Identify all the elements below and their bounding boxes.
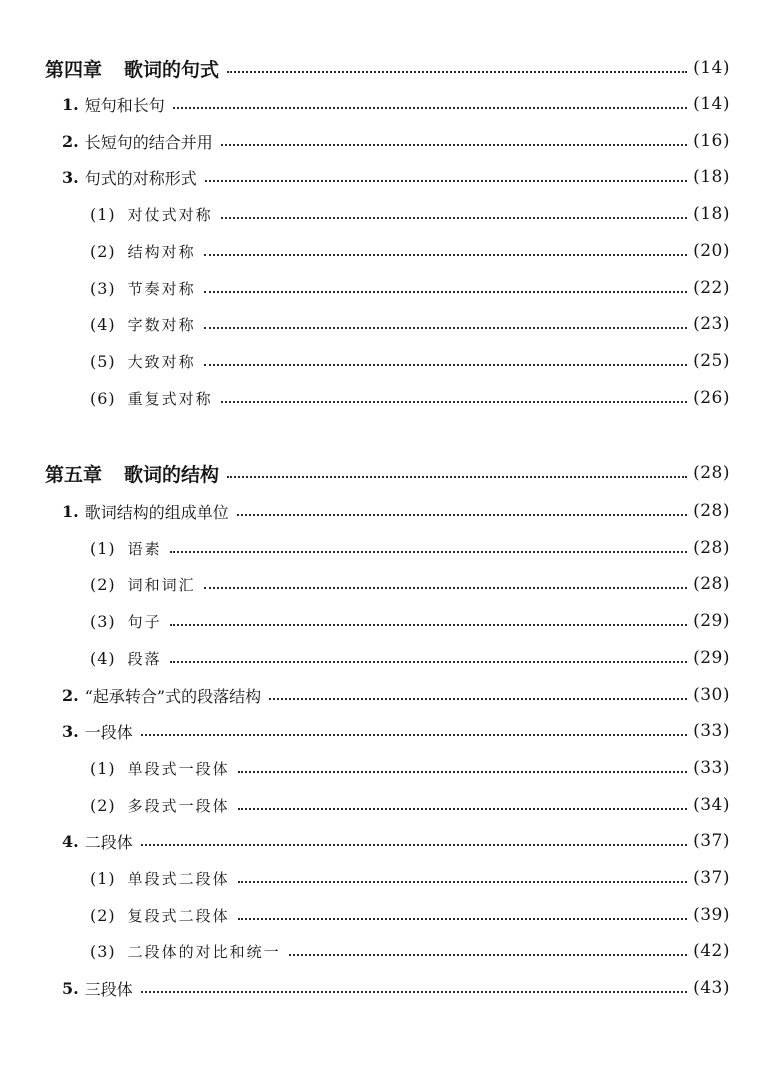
entry-title: 多段式一段体 [127, 796, 230, 815]
dot-leader [204, 325, 687, 329]
page-number: (39) [693, 905, 730, 925]
chapter-heading[interactable] [45, 56, 730, 80]
entry-number: (4) [90, 648, 116, 668]
toc-subentry[interactable] [90, 572, 730, 596]
chapter-title: 歌词的结构 [124, 463, 220, 486]
page-number: (26) [693, 388, 730, 408]
page-number: (33) [693, 721, 730, 741]
dot-leader [227, 69, 687, 73]
dot-leader [141, 842, 687, 846]
chapter-number: 第四章 [45, 58, 103, 81]
entry-number: 3. [62, 721, 79, 741]
toc-entry[interactable] [62, 683, 730, 707]
page-number: (28) [693, 574, 730, 594]
entry-number: 2. [62, 131, 79, 151]
dot-leader [204, 362, 687, 366]
entry-number: (2) [90, 241, 116, 261]
toc-subentry[interactable] [90, 793, 730, 817]
page-number: (18) [693, 167, 730, 187]
entry-title: 字数对称 [127, 315, 196, 334]
toc-entry[interactable] [62, 129, 730, 153]
entry-title: 单段式二段体 [127, 869, 230, 888]
toc-subentry[interactable] [90, 239, 730, 263]
dot-leader [205, 178, 687, 182]
entry-number: (5) [90, 351, 116, 371]
page-number: (33) [693, 758, 730, 778]
entry-title: “起承转合”式的段落结构 [84, 686, 262, 706]
entry-title: 单段式一段体 [127, 759, 230, 778]
toc-entry[interactable] [62, 165, 730, 189]
entry-title: 短句和长句 [84, 95, 165, 115]
dot-leader [221, 215, 687, 219]
toc-entry[interactable] [62, 829, 730, 853]
toc-subentry[interactable] [90, 756, 730, 780]
toc-subentry[interactable] [90, 646, 730, 670]
dot-leader [204, 289, 687, 293]
entry-number: (4) [90, 314, 116, 334]
page-number: (29) [693, 611, 730, 631]
page-number: (14) [693, 94, 730, 114]
entry-title: 重复式对称 [127, 389, 213, 408]
page-number: (43) [693, 978, 730, 998]
chapter-number: 第五章 [45, 463, 103, 486]
entry-number: (3) [90, 278, 116, 298]
dot-leader [237, 512, 687, 516]
page-number: (25) [693, 351, 730, 371]
entry-number: (3) [90, 611, 116, 631]
entry-number: 1. [62, 94, 79, 114]
page-number: (23) [693, 314, 730, 334]
dot-leader [238, 769, 687, 773]
dot-leader [173, 105, 687, 109]
dot-leader [238, 916, 687, 920]
toc-subentry[interactable] [90, 866, 730, 890]
page-number: (28) [693, 501, 730, 521]
dot-leader [221, 399, 687, 403]
page-number: (20) [693, 241, 730, 261]
entry-number: 1. [62, 501, 79, 521]
page-number: (37) [693, 868, 730, 888]
entry-title: 复段式二段体 [127, 906, 230, 925]
entry-number: (2) [90, 905, 116, 925]
toc-entry[interactable] [62, 719, 730, 743]
toc-subentry[interactable] [90, 349, 730, 373]
entry-number: (3) [90, 941, 116, 961]
page-number: (28) [693, 538, 730, 558]
entry-title: 节奏对称 [127, 279, 196, 298]
page-number: (16) [693, 131, 730, 151]
dot-leader [289, 952, 687, 956]
toc-subentry[interactable] [90, 903, 730, 927]
dot-leader [269, 696, 687, 700]
entry-title: 句子 [127, 612, 162, 631]
dot-leader [170, 659, 687, 663]
dot-leader [204, 585, 687, 589]
dot-leader [227, 474, 687, 478]
entry-number: 2. [62, 685, 79, 705]
page-number: (42) [693, 941, 730, 961]
page-number: (18) [693, 204, 730, 224]
page-number: (28) [693, 463, 730, 483]
entry-number: (6) [90, 388, 116, 408]
toc-subentry[interactable] [90, 386, 730, 410]
toc-entry[interactable] [62, 976, 730, 1000]
dot-leader [238, 806, 687, 810]
entry-number: 5. [62, 978, 79, 998]
page-number: (14) [693, 58, 730, 78]
entry-title: 句式的对称形式 [84, 168, 197, 188]
entry-number: (2) [90, 795, 116, 815]
toc-entry[interactable] [62, 92, 730, 116]
dot-leader [221, 142, 687, 146]
entry-title: 长短句的结合并用 [84, 132, 213, 152]
entry-title: 二段体的对比和统一 [127, 942, 281, 961]
entry-title: 歌词结构的组成单位 [84, 502, 229, 522]
entry-number: (1) [90, 204, 116, 224]
chapter-heading[interactable] [45, 461, 730, 485]
dot-leader [170, 549, 687, 553]
dot-leader [141, 989, 687, 993]
dot-leader [238, 879, 687, 883]
chapter-title: 歌词的句式 [124, 58, 220, 81]
dot-leader [141, 732, 687, 736]
toc-subentry[interactable] [90, 202, 730, 226]
page-number: (34) [693, 795, 730, 815]
toc-subentry[interactable] [90, 536, 730, 560]
entry-number: (1) [90, 868, 116, 888]
page-number: (37) [693, 831, 730, 851]
entry-title: 段落 [127, 649, 162, 668]
page-number: (30) [693, 685, 730, 705]
entry-title: 语素 [127, 539, 162, 558]
toc-subentry[interactable] [90, 939, 730, 963]
entry-number: 3. [62, 167, 79, 187]
entry-title: 一段体 [84, 722, 133, 742]
entry-title: 词和词汇 [127, 575, 196, 594]
entry-number: 4. [62, 831, 79, 851]
entry-title: 结构对称 [127, 242, 196, 261]
dot-leader [170, 622, 687, 626]
toc-subentry[interactable] [90, 276, 730, 300]
entry-number: (1) [90, 538, 116, 558]
page-number: (22) [693, 278, 730, 298]
entry-number: (2) [90, 574, 116, 594]
entry-number: (1) [90, 758, 116, 778]
toc-entry[interactable] [62, 499, 730, 523]
page-number: (29) [693, 648, 730, 668]
toc-subentry[interactable] [90, 312, 730, 336]
dot-leader [204, 252, 687, 256]
entry-title: 二段体 [84, 832, 133, 852]
entry-title: 大致对称 [127, 352, 196, 371]
toc-subentry[interactable] [90, 609, 730, 633]
entry-title: 对仗式对称 [127, 205, 213, 224]
entry-title: 三段体 [84, 979, 133, 999]
